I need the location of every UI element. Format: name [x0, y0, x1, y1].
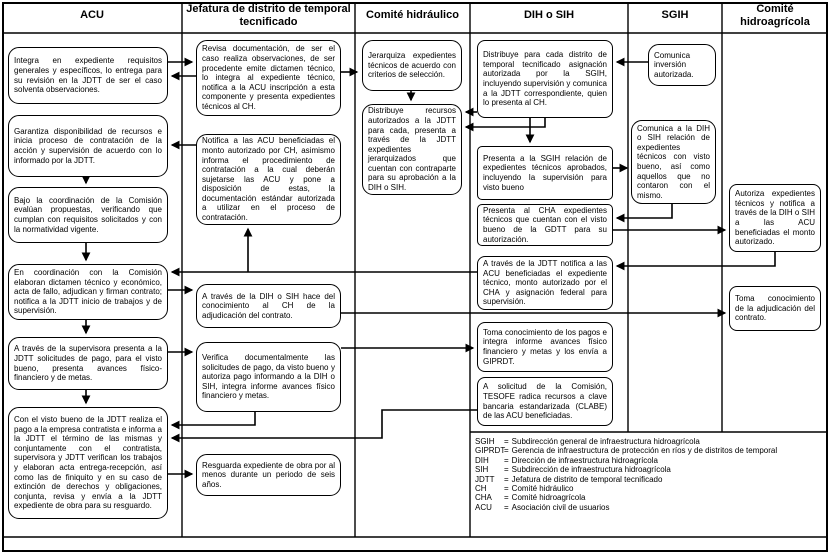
lane-header-jdtt: Jefatura de distrito de temporal tecnificado	[186, 3, 351, 28]
flow-node-text: Bajo la coordinación de la Comisión evalúan propuestas, verificando que cumplan con requisitos solicitados y con la normatividad vigente.	[14, 195, 162, 234]
flow-node-acu-5	[8, 337, 168, 390]
flow-node-dih-4	[477, 256, 613, 310]
flow-node-text: Notifica a las ACU beneficiadas el monto autorizado por CH, asimismo informa el procedimiento de contratación a la cual deberán sujetarse las ACU y pone a disposición de estas, la documentación estándar autorizada a utilizar en el proceso de contratación.	[202, 136, 335, 223]
legend-abbr: CH	[475, 484, 487, 494]
legend-equals: =	[504, 484, 509, 494]
lane-header-cha: Comité hidroagrícola	[740, 3, 810, 28]
legend-definition: Dirección de infraestructura hidroagrícola	[511, 455, 658, 465]
lane-header-acu: ACU	[80, 9, 104, 21]
flow-node-text: A través de la JDTT notifica a las ACU beneficiadas el expediente técnico, monto autorizado por el CHA y asignación federal para supervisión.	[483, 259, 607, 307]
legend-definition: Comité hidráulico	[511, 484, 574, 494]
flow-node-text: Verifica documentalmente las solicitudes de pago, da visto bueno y autoriza pago informando a la DIH o SIH, integra informe avances físico financiero y metas.	[202, 353, 335, 401]
flow-node-text: Con el visto bueno de la JDTT realiza el pago a la empresa contratista e informa a la JDTT el término de las mismas y conjuntamente con el contratista, supervisora y JDTT verifican los trabajos y elaboran acta entrega-recepción, así como las de finiquito y en su caso de extinción de derechos y obligaciones, conjunta, revisa y envía a la JDTT expediente de obra para su resguardo.	[14, 415, 162, 511]
legend-equals: =	[504, 455, 509, 465]
legend-abbr: SGIH	[475, 437, 495, 446]
flow-node-sgih-2	[631, 120, 716, 204]
flow-node-cha-2	[729, 286, 821, 331]
flow-node-text: A solicitud de la Comisión, TESOFE radica recursos a clave bancaria estandarizada (CLABE) de las ACU beneficiadas.	[483, 382, 607, 421]
flow-node-text: Toma conocimiento de los pagos e integra informe avances físico financiero y metas y los envía a GIPRDT.	[483, 327, 607, 366]
flow-node-text: Comunica a la DIH o SIH relación de expedientes técnicos con visto bueno, así como aquellos que no contaron con el mismo.	[637, 123, 710, 200]
legend-row	[475, 503, 777, 512]
legend-definition: Jefatura de distrito de temporal tecnificado	[511, 474, 663, 484]
flow-node-cha-1	[729, 184, 821, 252]
legend-row	[475, 475, 777, 484]
legend-abbr: DIH	[475, 455, 489, 465]
arrow-dih1-to-ch2-lower	[466, 118, 545, 127]
arrow-cha1-to-dih4	[617, 250, 775, 266]
lane-header-dih: DIH o SIH	[523, 9, 575, 21]
legend-row	[475, 446, 777, 455]
legend-row	[475, 484, 777, 493]
legend-row	[475, 465, 777, 474]
lane-header-ch: Comité hidráulico	[366, 9, 459, 21]
flow-node-jdtt-1	[196, 40, 341, 116]
legend-definition: Gerencia de infraestructura de protección en ríos y de distritos de temporal	[511, 446, 778, 456]
flow-node-jdtt-3	[196, 284, 341, 328]
flow-node-text: Presenta a la SGIH relación de expedientes técnicos aprobados, incluyendo la supervisión para visto bueno	[483, 153, 607, 192]
legend-definition: Asociación civil de usuarios	[511, 502, 610, 512]
legend-abbr: GIPRDT	[475, 446, 506, 456]
legend-abbr: ACU	[475, 502, 492, 512]
flow-node-jdtt-2	[196, 134, 341, 225]
flow-node-dih-5	[477, 322, 613, 372]
flow-node-jdtt-5	[196, 454, 341, 496]
legend-abbr: JDTT	[475, 474, 495, 484]
arrow-dih6-to-acu6	[172, 410, 477, 438]
flow-node-dih-2	[477, 146, 613, 200]
arrow-jdtt4-to-acu6	[172, 412, 255, 425]
flow-node-text: Jerarquiza expedientes técnicos de acuerdo con criterios de selección.	[368, 51, 456, 80]
legend	[475, 437, 777, 512]
flow-node-text: Toma conocimiento de la adjudicación del contrato.	[735, 294, 815, 323]
legend-equals: =	[504, 437, 509, 446]
legend-definition: Subdirección de infraestructura hidroagrícola	[511, 465, 671, 475]
arrow-sgih2-to-dih3	[617, 203, 672, 218]
flow-node-acu-2	[8, 115, 168, 177]
legend-abbr: SIH	[475, 465, 489, 475]
flow-node-text: A través de la DIH o SIH hace del conocimiento al CH de la adjudicación del contrato.	[202, 291, 335, 320]
legend-definition: Comité hidroagrícola	[511, 493, 586, 503]
flow-node-text: Resguarda expediente de obra por al menos durante un periodo de seis años.	[202, 460, 335, 489]
flow-node-sgih-1	[648, 44, 716, 86]
flow-node-text: Presenta al CHA expedientes técnicos que cuentan con el visto bueno de la GDTT para su autorización.	[483, 205, 607, 244]
flow-node-text: Revisa documentación, de ser el caso realiza observaciones, de ser procedente emite dictamen técnico, lo integra al expediente técnico, notifica a la ACU inscripción a esta componente y presenta expedientes técnicos al CH.	[202, 44, 335, 111]
flow-node-ch-2	[362, 104, 462, 195]
flow-node-text: A través de la supervisora presenta a la JDTT solicitudes de pago, para el visto bueno, presenta avances físico-financiero y de metas.	[14, 344, 162, 383]
legend-definition: Subdirección general de infraestructura hidroagrícola	[511, 437, 700, 446]
legend-equals: =	[504, 474, 509, 484]
legend-equals: =	[504, 502, 509, 512]
flow-node-acu-4	[8, 264, 168, 320]
flow-node-acu-6	[8, 407, 168, 519]
flow-node-dih-6	[477, 377, 613, 426]
flow-node-ch-1	[362, 40, 462, 91]
flow-node-acu-3	[8, 187, 168, 243]
flow-node-jdtt-4	[196, 342, 341, 412]
flow-node-text: Garantiza disponibilidad de recursos e inicia proceso de contratación de la acción y supervisión de acuerdo con lo informado por la JDTT.	[14, 126, 162, 165]
flow-node-text: Integra en expediente requisitos generales y específicos, lo entrega para su revisión en la JDTT de ser el caso solventa observaciones.	[14, 56, 162, 95]
lane-header-sgih: SGIH	[661, 9, 689, 21]
legend-row	[475, 456, 777, 465]
legend-equals: =	[504, 465, 509, 475]
flow-node-acu-1	[8, 47, 168, 104]
flow-node-dih-1	[477, 40, 613, 118]
flow-node-text: En coordinación con la Comisión elaboran dictamen técnico y económico, acta de fallo, adjudican y firman contrato; notifica a la JDTT inicio de trabajos y de supervisión.	[14, 268, 162, 316]
legend-equals: =	[504, 446, 509, 456]
legend-abbr: CHA	[475, 493, 492, 503]
legend-equals: =	[504, 493, 509, 503]
flow-node-text: Distribuye recursos autorizados a la JDTT para cada, presenta a través de la JDTT expedientes jerarquizados que cuentan con contraparte para su aprobación a la DIH o SIH.	[368, 106, 456, 193]
flow-node-text: Comunica inversión autorizada.	[654, 50, 694, 79]
legend-row	[475, 493, 777, 502]
flow-node-text: Autoriza expedientes técnicos y notifica a través de la DIH o SIH a las ACU beneficiadas el monto autorizado.	[735, 189, 815, 247]
flow-node-text: Distribuye para cada distrito de temporal tecnificado asignación autorizada por la SGIH, incluyendo supervisión y comunica a la JDTT correspondiente, quien lo presenta al CH.	[483, 50, 607, 108]
flow-node-dih-3	[477, 204, 613, 246]
legend-row	[475, 437, 777, 446]
